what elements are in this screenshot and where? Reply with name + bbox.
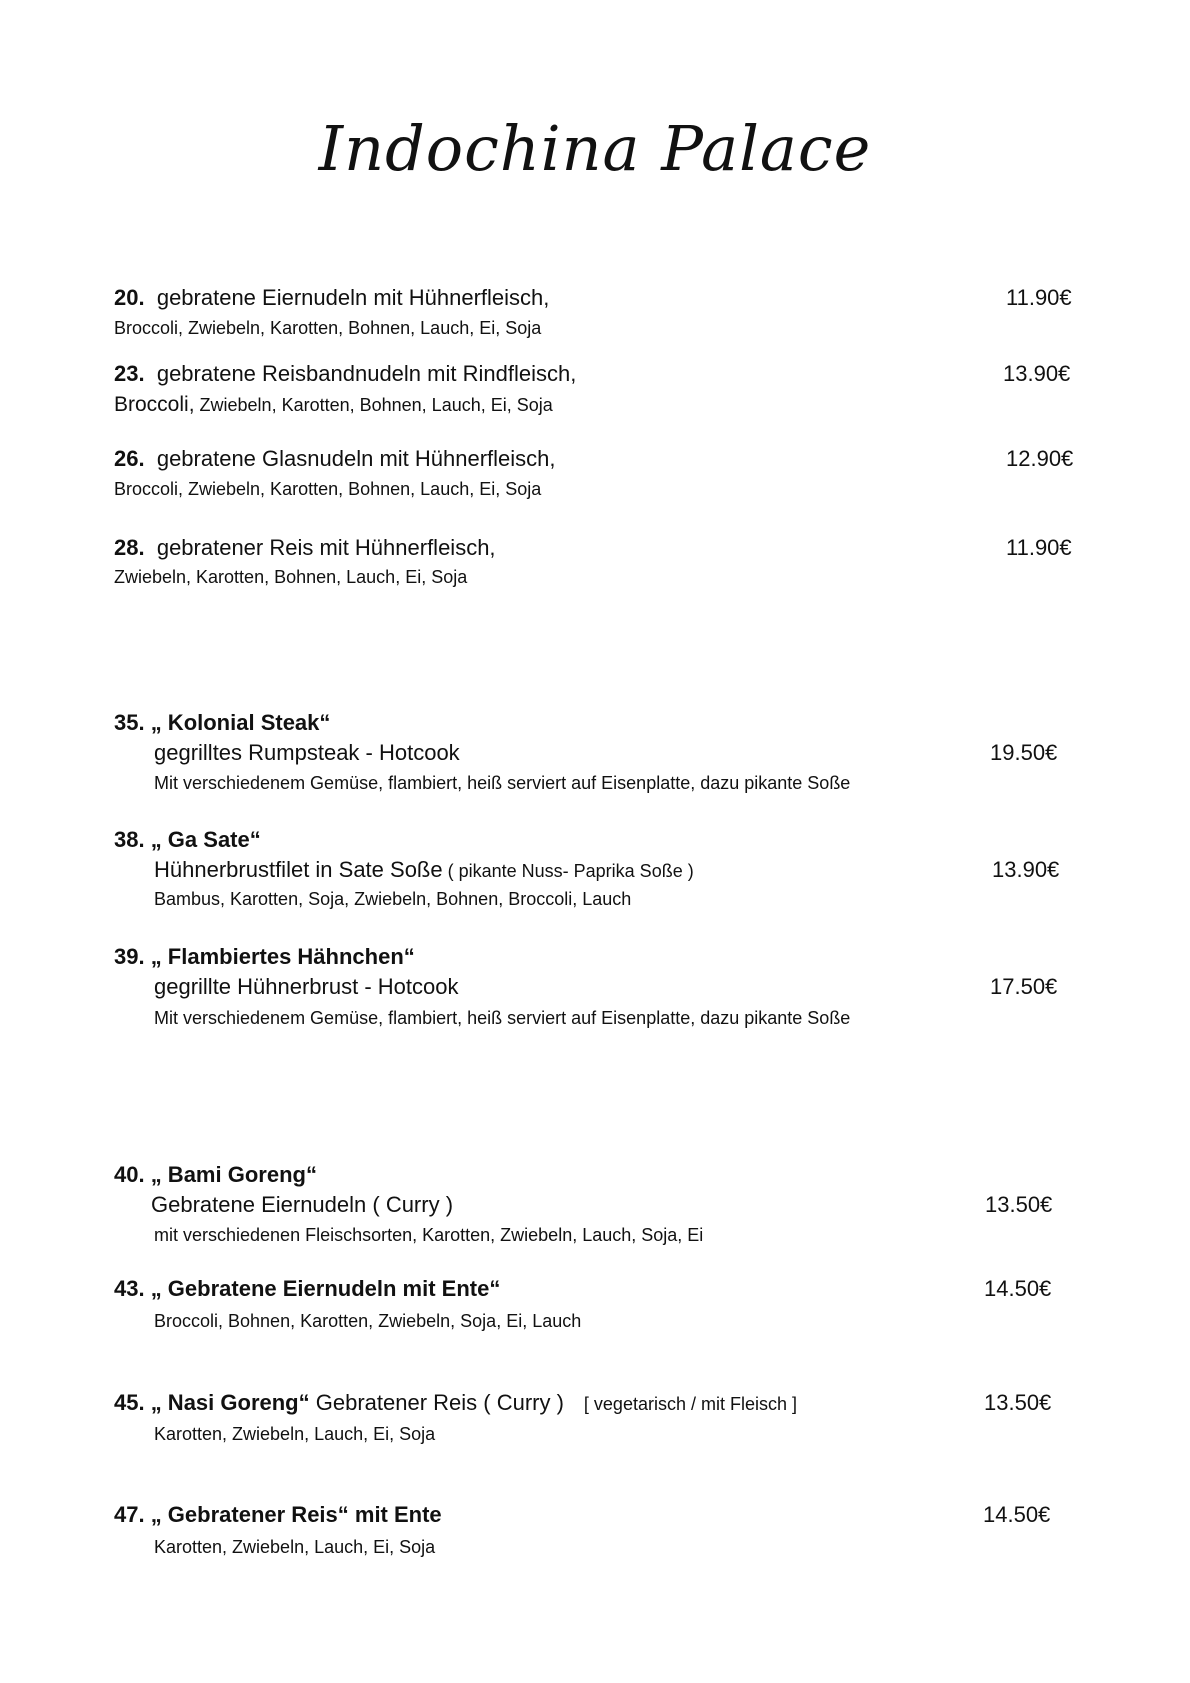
item-variant-note: [ vegetarisch / mit Fleisch ] — [583, 1394, 797, 1414]
item-title: 43. „ Gebratene Eiernudeln mit Ente“ — [114, 1276, 501, 1301]
item-number: 23. — [114, 361, 145, 386]
item-title: 38. „ Ga Sate“ — [114, 827, 261, 852]
item-title: 47. „ Gebratener Reis“ mit Ente — [114, 1502, 442, 1527]
item-price: 13.90€ — [992, 857, 1060, 882]
item-price: 12.90€ — [1006, 446, 1074, 471]
item-price: 11.90€ — [1006, 535, 1072, 560]
item-description: Broccoli, Bohnen, Karotten, Zwiebeln, Soja, Ei, Lauch — [154, 1311, 582, 1331]
page-title: Indochina Palace — [318, 112, 872, 185]
item-number: 26. — [114, 446, 145, 471]
description-rest: Zwiebeln, Karotten, Bohnen, Lauch, Ei, Soja — [194, 395, 553, 415]
item-description: Mit verschiedenem Gemüse, flambiert, heiß serviert auf Eisenplatte, dazu pikante Soße — [154, 773, 851, 793]
item-name: gebratene Reisbandnudeln mit Rindfleisch, — [156, 361, 577, 386]
item-description — [114, 393, 553, 417]
item-description: Broccoli, Zwiebeln, Karotten, Bohnen, Lauch, Ei, Soja — [114, 479, 542, 499]
item-title — [114, 446, 556, 472]
item-number: 28. — [114, 535, 145, 560]
item-subtitle: gegrilltes Rumpsteak - Hotcook — [154, 740, 460, 765]
item-price: 11.90€ — [1006, 285, 1072, 310]
item-description: mit verschiedenen Fleischsorten, Karotten, Zwiebeln, Lauch, Soja, Ei — [154, 1225, 704, 1245]
item-description: Bambus, Karotten, Soja, Zwiebeln, Bohnen, Broccoli, Lauch — [154, 889, 632, 909]
item-title — [114, 285, 549, 311]
item-name: gebratene Eiernudeln mit Hühnerfleisch, — [156, 285, 550, 310]
item-name: 45. „ Nasi Goreng“ — [114, 1390, 310, 1415]
item-price: 13.90€ — [1003, 361, 1071, 386]
item-title — [114, 361, 576, 387]
item-subtitle: Gebratene Eiernudeln ( Curry ) — [151, 1192, 454, 1217]
item-price: 17.50€ — [990, 974, 1058, 999]
description-first: Broccoli, — [114, 393, 195, 416]
item-description: Zwiebeln, Karotten, Bohnen, Lauch, Ei, Soja — [114, 567, 468, 587]
item-name: gebratene Glasnudeln mit Hühnerfleisch, — [156, 446, 556, 471]
item-name: gebratener Reis mit Hühnerfleisch, — [156, 535, 496, 560]
item-description: Mit verschiedenem Gemüse, flambiert, heiß serviert auf Eisenplatte, dazu pikante Soße — [154, 1008, 851, 1028]
item-title: 40. „ Bami Goreng“ — [114, 1162, 317, 1187]
item-description: Karotten, Zwiebeln, Lauch, Ei, Soja — [154, 1537, 436, 1557]
item-title: 39. „ Flambiertes Hähnchen“ — [114, 944, 415, 969]
item-price: 14.50€ — [983, 1502, 1051, 1527]
subtitle-note: ( pikante Nuss- Paprika Soße ) — [442, 861, 694, 881]
item-price: 13.50€ — [984, 1390, 1052, 1415]
item-subtitle: gegrillte Hühnerbrust - Hotcook — [154, 974, 459, 999]
item-title: 35. „ Kolonial Steak“ — [114, 710, 331, 735]
item-title — [114, 535, 496, 561]
subtitle-main: Hühnerbrustfilet in Sate Soße — [154, 857, 443, 882]
item-price: 19.50€ — [990, 740, 1058, 765]
item-number: 20. — [114, 285, 145, 310]
item-description: Karotten, Zwiebeln, Lauch, Ei, Soja — [154, 1424, 436, 1444]
item-title — [114, 1390, 797, 1416]
item-name-rest: Gebratener Reis ( Curry ) — [309, 1390, 564, 1415]
item-subtitle — [154, 857, 694, 883]
item-description: Broccoli, Zwiebeln, Karotten, Bohnen, Lauch, Ei, Soja — [114, 318, 542, 338]
item-price: 13.50€ — [985, 1192, 1053, 1217]
item-price: 14.50€ — [984, 1276, 1052, 1301]
